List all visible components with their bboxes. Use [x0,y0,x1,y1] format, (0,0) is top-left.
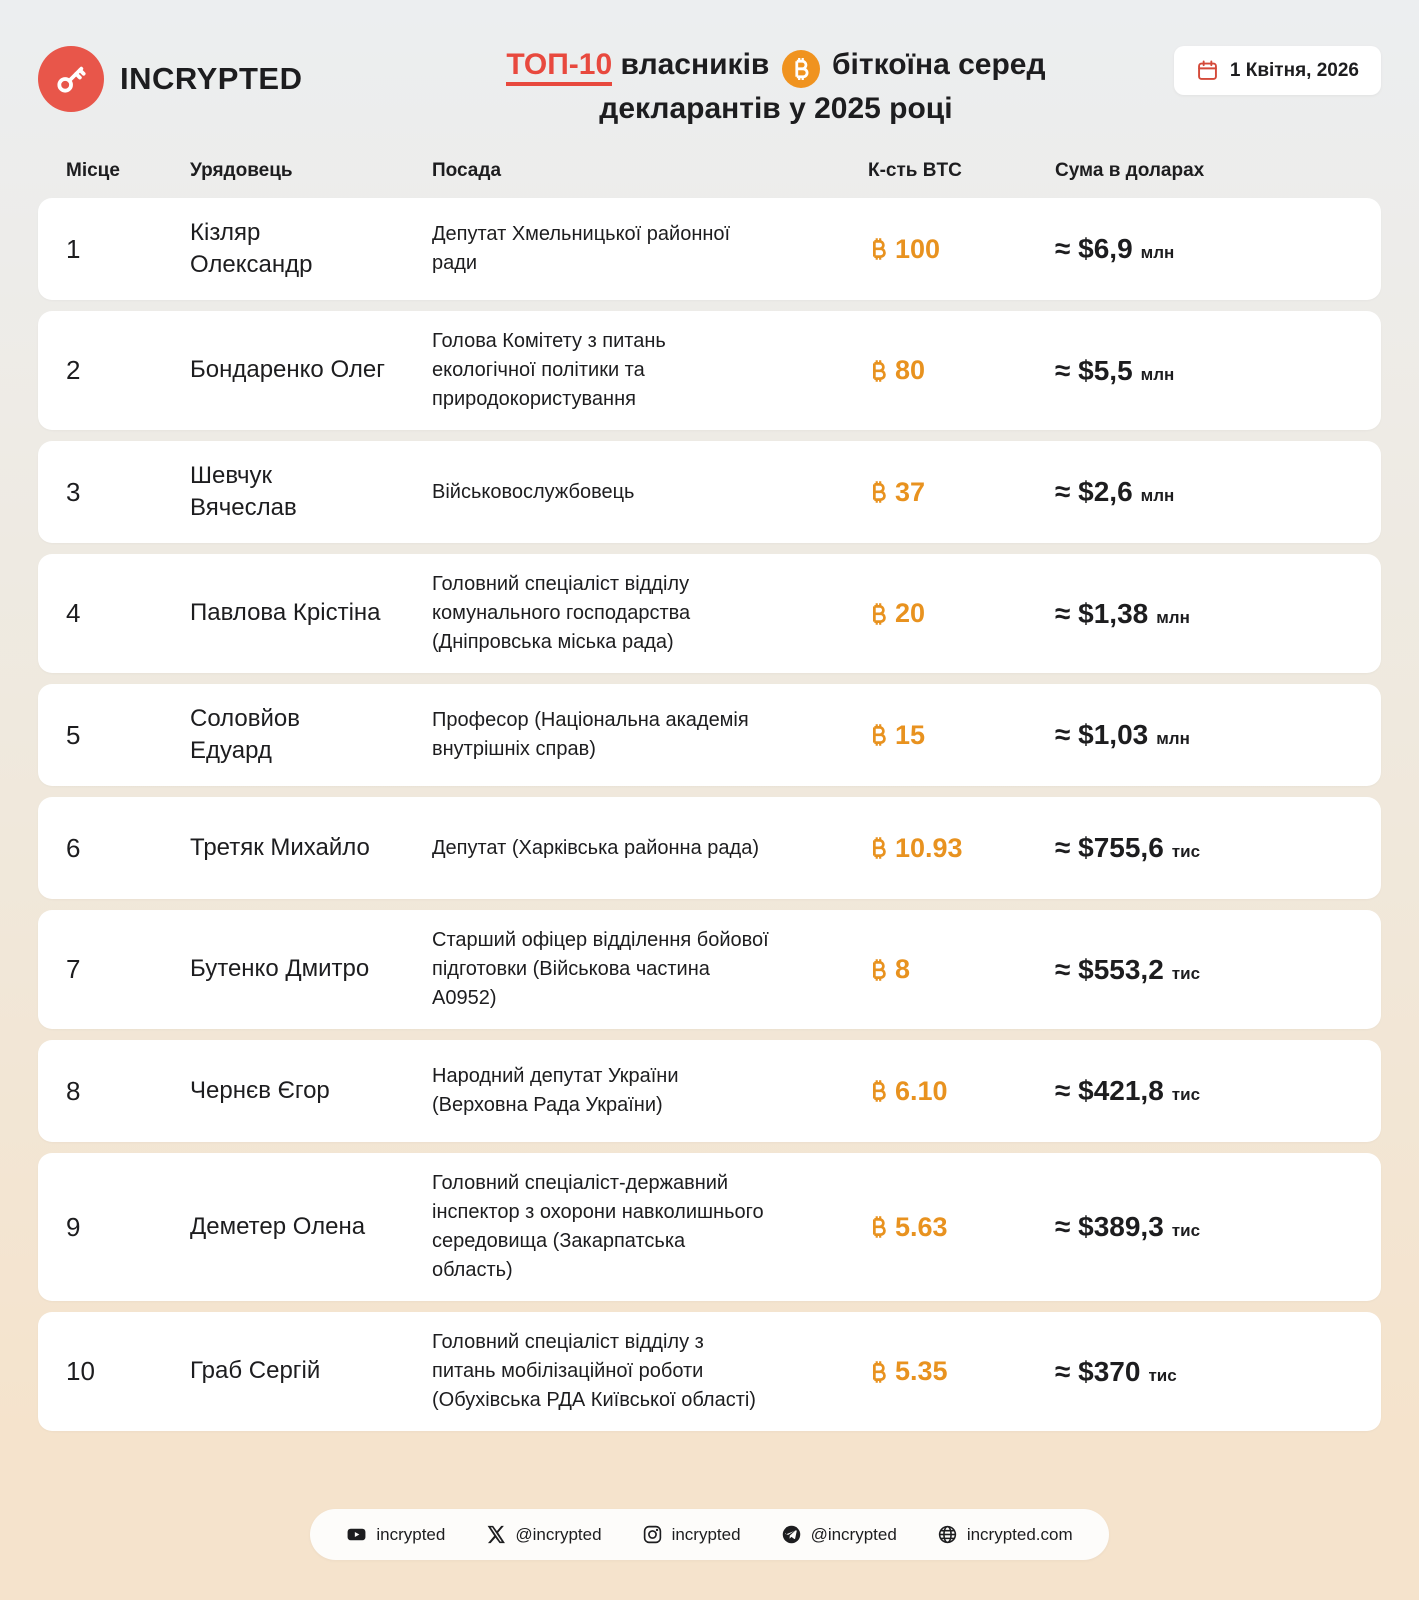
usd-value: ≈ $553,2 [1055,953,1164,985]
btc-value: 10.93 [895,832,963,863]
table-row [38,1153,1381,1301]
btc-symbol-icon [868,479,888,505]
title-line-1 [378,44,1174,88]
rank-number: 5 [66,719,81,750]
btc-amount [868,234,1055,265]
bitcoin-coin-icon [782,50,820,88]
social-link[interactable] [642,1524,741,1545]
brand-name: INCRYPTED [120,61,303,96]
btc-amount [868,1076,1055,1107]
social-link[interactable] [781,1524,897,1545]
official-name: Бондаренко Олег [190,356,385,384]
table-column-headers [38,160,1381,198]
official-name: Деметер Олена [190,1212,366,1240]
instagram-icon [642,1524,663,1545]
col-header-place: Місце [66,160,120,181]
rank-number: 7 [66,954,81,984]
key-icon [44,52,98,106]
youtube-icon [346,1524,367,1545]
rank-number: 6 [66,832,81,863]
btc-value: 20 [895,598,926,628]
official-position: Головний спеціаліст відділу з питань мобілізаційної роботи (Обухівська РДА Київської області) [432,1331,756,1411]
usd-amount [1055,832,1381,864]
btc-amount [868,355,1055,386]
btc-value: 100 [895,233,941,264]
social-link[interactable] [346,1524,445,1545]
rank-number: 3 [66,476,81,507]
usd-value: ≈ $5,5 [1055,354,1133,386]
rank-number: 2 [66,355,81,385]
btc-amount [868,477,1055,508]
btc-amount [868,1212,1055,1243]
usd-value: ≈ $1,38 [1055,597,1149,629]
table-row [38,311,1381,430]
usd-unit: тис [1171,842,1201,861]
social-label: incrypted [671,1524,741,1544]
btc-symbol-icon [868,358,888,384]
official-position: Депутат Хмельницької районної ради [432,223,731,274]
btc-amount [868,1356,1055,1387]
usd-unit: млн [1140,364,1175,384]
official-position: Професор (Національна академія внутрішніх справ) [432,709,749,760]
social-link[interactable] [937,1524,1073,1545]
official-name: Третяк Михайло [190,833,370,861]
usd-unit: млн [1156,729,1190,748]
col-header-btc: К-сть BTC [868,160,962,181]
globe-icon [937,1524,958,1545]
official-position: Головний спеціаліст-державний інспектор з охорони навколишнього середовища (Закарпатська область) [432,1172,764,1281]
incrypted-logo [38,46,104,112]
rank-number: 4 [66,598,81,628]
brand [38,36,378,112]
usd-value: ≈ $1,03 [1055,719,1149,750]
table-row [38,1312,1381,1431]
official-position: Військовослужбовець [432,480,635,503]
rank-number: 10 [66,1356,95,1386]
table-body [38,198,1381,1431]
btc-value: 37 [895,476,926,507]
usd-amount [1055,1356,1381,1388]
btc-symbol-icon [868,835,888,861]
official-name: Павлова Крістіна [190,599,381,627]
footer-socials [310,1509,1108,1560]
calendar-icon [1196,59,1219,82]
usd-unit: тис [1148,1365,1177,1385]
page-title [378,36,1174,130]
header [38,36,1381,130]
usd-value: ≈ $370 [1055,1355,1141,1387]
table-row [38,1040,1381,1142]
title-line-2: декларантів у 2025 році [599,92,953,125]
usd-amount [1055,954,1381,986]
usd-unit: тис [1171,1221,1201,1240]
official-name: Соловйов Едуард [190,704,301,764]
usd-unit: тис [1171,963,1201,983]
official-name: Кізляр Олександр [190,218,313,278]
official-position: Народний депутат України (Верховна Рада України) [432,1065,679,1116]
usd-amount [1055,719,1381,751]
rank-number: 8 [66,1075,81,1106]
social-label: @incrypted [515,1524,602,1544]
social-link[interactable] [485,1524,601,1545]
btc-value: 5.63 [895,1211,948,1242]
social-label: incrypted [376,1524,446,1544]
btc-symbol-icon [868,957,888,983]
official-position: Голова Комітету з питань екологічної політики та природокористування [432,330,666,410]
official-name: Бутенко Дмитро [190,955,370,983]
rank-number: 1 [66,233,81,264]
usd-value: ≈ $2,6 [1055,476,1133,507]
usd-value: ≈ $389,3 [1055,1211,1164,1242]
date-text: 1 Квітня, 2026 [1229,59,1359,81]
btc-amount [868,954,1055,985]
btc-symbol-icon [868,1214,888,1240]
btc-symbol-icon [868,1359,888,1385]
rank-number: 9 [66,1211,81,1242]
telegram-icon [781,1524,802,1545]
usd-amount [1055,355,1381,387]
usd-unit: млн [1156,607,1190,627]
title-after-coin: біткоїна серед [832,48,1046,81]
date-badge [1174,46,1381,95]
btc-symbol-icon [868,722,888,748]
btc-symbol-icon [790,56,811,82]
official-position: Старший офіцер відділення бойової підготовки (Військова частина А0952) [432,929,769,1009]
usd-unit: тис [1171,1085,1201,1104]
btc-amount [868,720,1055,751]
usd-value: ≈ $421,8 [1055,1075,1164,1106]
col-header-official: Урядовець [190,160,293,181]
usd-amount [1055,1211,1381,1243]
official-position: Депутат (Харківська районна рада) [432,836,759,859]
usd-unit: млн [1140,486,1175,505]
btc-value: 5.35 [895,1356,948,1386]
official-name: Граб Сергій [190,1357,321,1385]
col-header-usd: Сума в доларах [1055,160,1205,181]
official-position: Головний спеціаліст відділу комунального господарства (Дніпровська міська рада) [432,573,691,653]
usd-value: ≈ $6,9 [1055,233,1133,264]
official-name: Шевчук Вячеслав [190,461,297,521]
btc-value: 15 [895,719,926,750]
table-row [38,797,1381,899]
table-row [38,441,1381,543]
table-row [38,554,1381,673]
usd-amount [1055,1075,1381,1107]
btc-amount [868,833,1055,864]
btc-amount [868,598,1055,629]
table-row [38,198,1381,300]
btc-symbol-icon [868,601,888,627]
btc-value: 80 [895,355,926,385]
btc-value: 8 [895,954,911,984]
btc-symbol-icon [868,236,888,262]
official-name: Чернєв Єгор [190,1076,330,1104]
table-row [38,910,1381,1029]
col-header-position: Посада [432,160,502,181]
x-icon [485,1524,506,1545]
social-label: incrypted.com [966,1524,1073,1544]
btc-symbol-icon [868,1078,888,1104]
footer [38,1481,1381,1600]
title-highlight: ТОП-10 [506,48,612,86]
usd-unit: млн [1140,243,1175,262]
title-after-highlight: власників [620,48,770,81]
usd-amount [1055,233,1381,265]
usd-value: ≈ $755,6 [1055,832,1164,863]
social-label: @incrypted [810,1524,897,1544]
btc-value: 6.10 [895,1075,948,1106]
usd-amount [1055,598,1381,630]
table-row [38,684,1381,786]
usd-amount [1055,476,1381,508]
